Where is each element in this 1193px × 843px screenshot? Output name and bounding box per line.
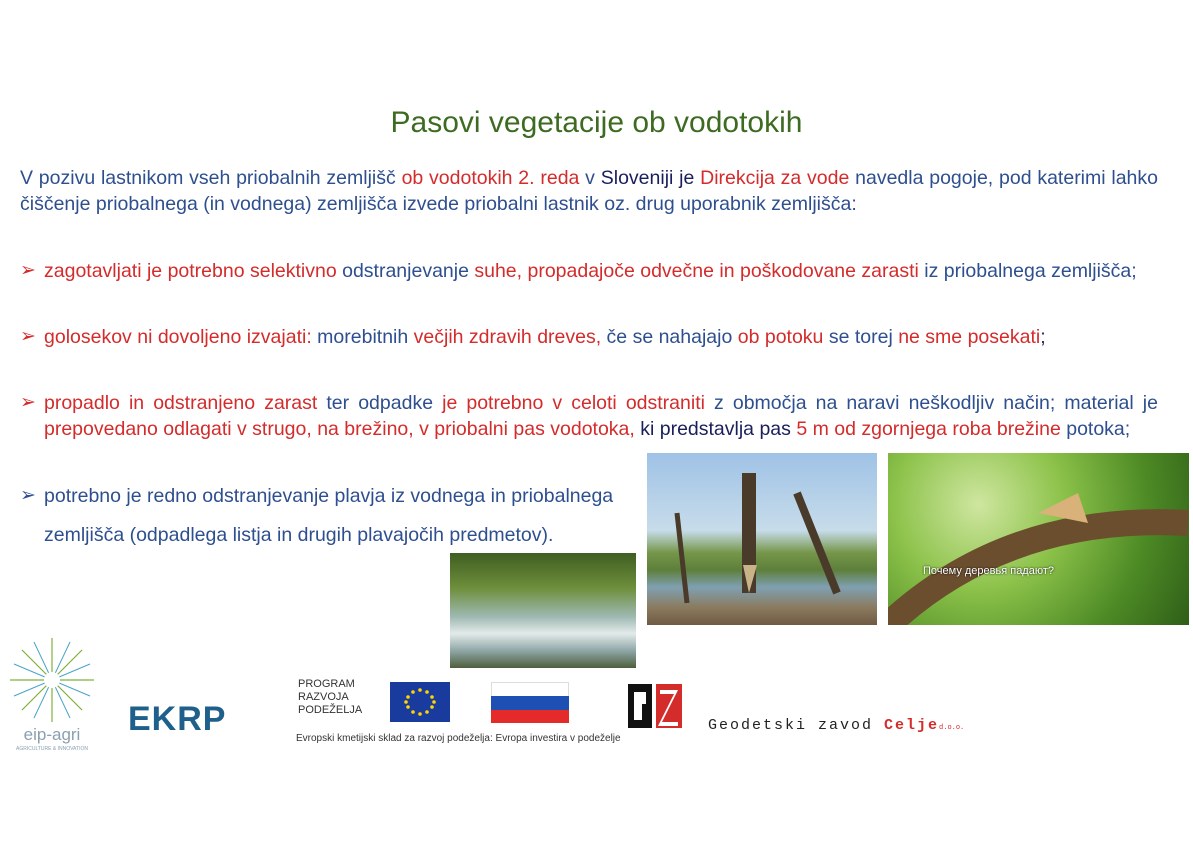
gz-mark-icon [626, 680, 684, 732]
bullet-text: potrebno je redno odstranjevanje plavja iz vodnega in priobalnega zemljišča (odpadlega listja in drugih plavajočih predmetov). [44, 485, 614, 546]
arrow-bullet-icon: ➢ [20, 485, 36, 506]
arrow-bullet-icon: ➢ [20, 326, 36, 347]
intro-highlight-slovenia: Sloveniji je [600, 167, 695, 189]
bullet-text: ob potoku [737, 326, 824, 348]
photo-caption: Почему деревья падают? [923, 565, 1055, 577]
bullet-text: ter odpadke [317, 392, 443, 414]
bullet-text: potoka; [1060, 418, 1131, 440]
bullet-text: 5 m od zgornjega roba brežine [796, 418, 1061, 440]
eip-agri-burst-icon [6, 636, 98, 724]
gz-mark-logo [626, 680, 684, 732]
bullet-text: golosekov ni dovoljeno izvajati: [44, 326, 312, 348]
bullet-text: morebitnih [311, 326, 414, 348]
bullet-item-waste-removal [20, 390, 1158, 442]
bullet-item-no-clearcut [20, 324, 1158, 350]
eu-flag-icon [390, 682, 450, 722]
prp-line: RAZVOJA [298, 691, 349, 703]
flag-stripe-red [491, 710, 569, 723]
gz-name: Geodetski zavod [708, 717, 885, 734]
prp-logo [280, 678, 380, 717]
gz-suffix: d.o.o. [939, 724, 965, 732]
eafrd-caption: Evropski kmetijski sklad za razvoj podeželja: Evropa investira v podeželje [296, 733, 621, 744]
bullet-text: odstranjevanje [336, 260, 475, 282]
beaver-damaged-trees-photo [647, 453, 877, 625]
eip-agri-name: eip-agri [23, 725, 81, 744]
bullet-text: ; [1040, 326, 1046, 348]
intro-highlight-river-order: ob vodotokih 2. reda [401, 167, 580, 189]
bullet-text: se torej [823, 326, 899, 348]
bullet-item-debris-removal [20, 483, 640, 555]
eu-stars-icon [390, 682, 450, 722]
arrow-bullet-icon: ➢ [20, 260, 36, 281]
intro-highlight-directorate: Direkcija za vode [700, 167, 850, 189]
flag-stripe-blue [491, 696, 569, 710]
fallen-trunk-illustration [888, 453, 1189, 625]
bullet-text: suhe, propadajoče odvečne in poškodovane zarasti [474, 260, 919, 282]
eip-agri-subtitle: AGRICULTURE & INNOVATION [16, 746, 88, 752]
bullet-text: večjih zdravih dreves, [413, 326, 602, 348]
bullet-text: z območja na naravi neškodljiv način; material je [704, 392, 1158, 414]
bullet-text: če se nahajajo [601, 326, 738, 348]
bullet-text: ne sme posekati [898, 326, 1041, 348]
bullet-text: zagotavljati je potrebno selektivno [44, 260, 337, 282]
bullet-item-selective-removal [20, 258, 1158, 284]
fallen-tree-photo [888, 453, 1189, 625]
intro-text: v [579, 167, 601, 189]
intro-paragraph [20, 165, 1158, 217]
gz-company-name [708, 717, 964, 734]
eip-agri-logo [6, 636, 98, 756]
arrow-bullet-icon: ➢ [20, 392, 36, 413]
river-stream-photo [450, 553, 636, 668]
bullet-text: ki predstavlja pas [634, 418, 797, 440]
intro-text: V pozivu lastnikom vseh priobalnih zemljišč [20, 167, 402, 189]
prp-line: PROGRAM [298, 678, 355, 690]
bullet-text: propadlo in odstranjeno zarast [44, 392, 318, 414]
intro-text: navedla pogoje, pod katerimi lahko čiščenje priobalnega (in vodnega) zemljišča izvede priobalni lastnik oz. drug uporabnik zemljišča: [20, 167, 1159, 215]
prp-line: PODEŽELJA [298, 704, 363, 716]
flag-stripe-white [491, 682, 569, 696]
slovenia-flag-icon [491, 682, 569, 722]
page-title: Pasovi vegetacije ob vodotokih [390, 106, 803, 139]
gz-city: Celje [884, 717, 940, 734]
trees-illustration [647, 453, 877, 625]
ekrp-logo: EKRP [128, 700, 227, 738]
bullet-text: je potrebno v celoti odstraniti [442, 392, 705, 414]
bullet-text: prepovedano odlagati v strugo, na brežino, v priobalni pas vodotoka, [44, 418, 635, 440]
bullet-text: iz priobalnega zemljišča; [918, 260, 1137, 282]
